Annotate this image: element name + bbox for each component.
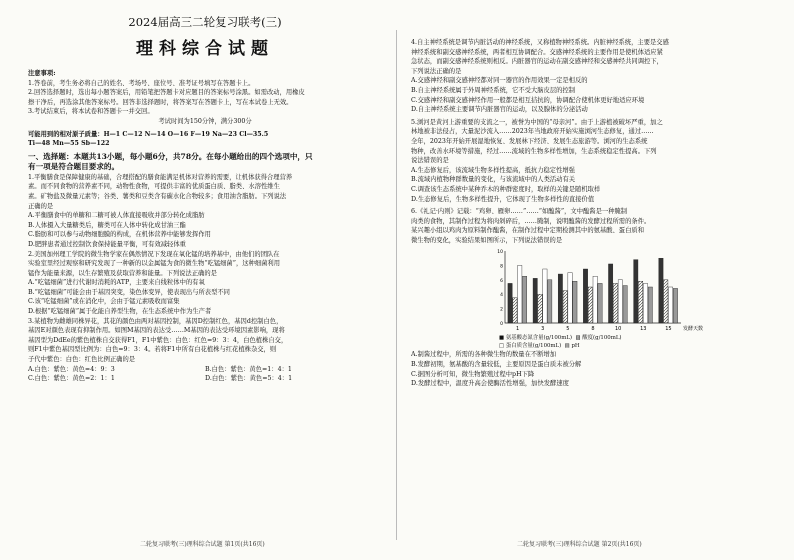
x-tick-label: 8 (591, 326, 595, 333)
bar (618, 280, 622, 323)
bar (518, 266, 522, 324)
bar (583, 269, 587, 323)
question-text: 实验室里经过观察和研究发现了一种新的以金属锰为食的微生物“吃锰细菌”，这种细菌利用 (28, 260, 281, 268)
legend-entry: ■ 氨基酸态氮含量(g/100mL) (499, 335, 573, 342)
exam-title: 2024届高三二轮复习联考(三) (128, 15, 282, 29)
bar (623, 286, 627, 323)
question-text: 全年，2023年开始开展湿地恢复、发展林下经济、发展生态旅游等。浏河的生态系统 (411, 137, 648, 145)
question-text: 物种，改善水环境等措施，经过……流域的生物多样性增加，生态系统稳定性提高。下列 (411, 147, 657, 155)
notice-item: 3.考试结束后，将本试卷和答题卡一并交回。 (28, 108, 154, 116)
page-footer: 二轮复习联考(三)理科综合试题 第2页(共16页) (517, 541, 642, 548)
question-text: 基因E对颜色表现有抑制作用。如图M基因的表达受……M基因的表达受环境因素影响，现将 (28, 327, 285, 335)
y-tick-label: 0 (500, 322, 503, 328)
legend-entry: ▨ 酸度(g/100mL) (575, 335, 622, 342)
chart-svg (491, 247, 711, 335)
bar (593, 277, 597, 324)
question-5 (411, 118, 777, 204)
x-axis-label: 发酵天数 (683, 326, 704, 333)
exam-time: 考试时间为150分钟，满分300分 (158, 117, 252, 125)
bar (659, 259, 663, 324)
bar (568, 273, 572, 323)
question-text: 锰作为能量来源，以生存繁殖及获取营养和能量。下列说法正确的是 (28, 269, 217, 277)
y-tick-label: 10 (497, 250, 503, 256)
option: C.脂肪和可以参与动物细胞膜的构成，在机体营养中能够发挥作用 (28, 231, 211, 239)
bar (573, 282, 577, 324)
question-text: 4.自主神经系统是调节内脏活动的神经系统，又称植物神经系统。内脏神经系统，主要是交感 (411, 39, 669, 46)
option: B.“吃锰细菌”可能会由于基因突变，染色体变异，使表现出与所表型不同 (28, 288, 230, 296)
page-footer: 二轮复习联考(三)理科综合试题 第1页(共16页) (140, 541, 265, 548)
bar (558, 275, 562, 324)
bar (613, 284, 617, 324)
question-text: 基因型为DdEe的紫色植株自交获得F1，F1中紫色：白色：红色=9：3：4，白色植株自交， (28, 336, 288, 344)
option: C.调查该生态系统中某种乔木的种群密度时，取样的关键是随机取样 (411, 185, 601, 193)
bar (598, 284, 602, 324)
option: A.交感神经和副交感神经都对同一器官的作用效果一定是相反的 (411, 77, 588, 85)
x-tick-label: 1 (515, 326, 520, 333)
option: A.制酱过程中，所需的各种微生物的数量在不断增加 (411, 351, 557, 359)
question-text: 5.浏河是黄河上游重要的支流之一，被誉为中国的“母亲河”。由于上游植被破坏严重，加之 (411, 118, 663, 126)
option: B.自主神经系统属于外周神经系统，它不受大脑皮层的控制 (411, 86, 576, 94)
question-text: 正确的是 (28, 202, 54, 210)
notice-item: 1.答卷前，考生务必将自己的姓名、考场号、座位号、准考证号填写在答题卡上。 (28, 79, 255, 87)
x-tick-label: 15 (665, 326, 672, 333)
question-text: 2.美国加州理工学院的微生物学家在偶然情况下发现在氧化锰的培养基中，由他们的团队在 (28, 250, 280, 258)
question-text: 1.平衡膳食是保障健康的基础，合理搭配的膳食能满足机体对营养的需要，让机体获得合理营养 (28, 173, 293, 181)
option: A.“吃锰细菌”进行代谢时消耗的ATP，主要来自线粒体中的有氧 (28, 279, 205, 287)
legend-entry: ▤ pH (564, 342, 580, 349)
x-tick-label: 3 (541, 326, 545, 333)
option: B.白色：紫色：黄色=1：4：1 (205, 365, 292, 373)
page-right (397, 0, 794, 560)
bar (548, 280, 552, 323)
question-3 (28, 317, 382, 384)
x-tick-label: 13 (640, 326, 647, 333)
question-text: 子代中紫色：白色：红色比例正确的是 (28, 356, 136, 364)
notice-item: 2.回答选择题时，选出每小题答案后，用铅笔把答题卡对应题目的答案标号涂黑。如需改动，用橡皮 (28, 89, 305, 97)
question-2 (28, 250, 382, 317)
bar (513, 298, 517, 323)
bar (563, 291, 567, 323)
question-text: 3.某植物为雌雄同株异花，其花的颜色由两对基因控制，基因D控制红色，基因d控制白色， (28, 317, 283, 325)
question-text: 6.《礼记·内则》记载：“鸡卵、雁卵……”……“如醢酱”，文中醢酱是一种腌制 (411, 208, 628, 216)
y-tick-label: 6 (500, 279, 503, 285)
option: C.白色：紫色：黄色=2：1：1 (28, 375, 115, 383)
bar (538, 295, 542, 324)
option: D.发酵过程中，温度升高会使酶活性增强，加快发酵速度 (411, 380, 569, 388)
bar (522, 277, 526, 324)
x-tick-label: 10 (614, 326, 622, 333)
y-tick-label: 4 (500, 293, 503, 299)
option: D.根据“吃锰细菌”属于化能自养型生物，在生态系统中作为生产者 (28, 308, 212, 316)
question-text: 某兴趣小组以鸡肉为原料制作醢酱，在制作过程中定期检测其中的氨基酸、蛋白质和 (411, 227, 644, 235)
y-tick-label: 8 (500, 264, 503, 270)
question-text: 神经系统和副交感神经系统，两者相互协调配合。交感神经系统的主要作用是使机体适应紧 (411, 48, 663, 56)
question-text: 肉类的食物，其制作过程为将肉剁碎后，……腌制，说明醢酱的发酵过程所需的条件。 (411, 217, 651, 225)
question-text: 素。矿物盐及微量元素等；谷类、薯类和豆类含有碳水化合物较多；食用油含脂肪。下列说法 (28, 192, 287, 200)
question-text: 下列说法正确的是 (411, 67, 462, 75)
fermentation-chart (491, 247, 711, 335)
option: B.人体摄入大量糖类后，糖类可在人体中转化成甘油三酯 (28, 221, 186, 229)
question-text: 素。而不同食物的营养素不同，动物性食物，可提供丰富的优质蛋白质、脂类、水溶性维生 (28, 183, 280, 191)
exam-subject: 理科综合试题 (136, 39, 274, 59)
section-heading: 有一项是符合题目要求的。 (28, 162, 120, 172)
option: D.生态修复后，生物多样性提升，它体现了生物多样性的直接价值 (411, 195, 595, 203)
question-4 (411, 38, 777, 115)
question-text: 则F1中紫色基因型比例为：白色=9：3：4。若将F1中所有白花植株与红花植株杂交，则 (28, 346, 277, 354)
bar (533, 279, 537, 324)
option: C.交感神经和副交感神经作用一般都是相互拮抗的，协调配合使机体更好地适应环境 (411, 96, 645, 104)
option: B.流域内植物种群数量的变化，与该流域中的人类活动有关 (411, 176, 576, 184)
bar (648, 287, 652, 323)
bar (608, 264, 612, 323)
bar (638, 282, 642, 324)
question-6 (411, 207, 777, 389)
option: D.肥胖患者通过控制饮食保持能量平衡，可有效减轻体重 (28, 240, 186, 248)
bar (634, 260, 638, 323)
chart-legend (499, 335, 777, 350)
question-text: 林地被非法侵占，大量泥沙流入……2023年当地政府开始实施浏河生态修复，通过…… (411, 128, 654, 136)
question-1 (28, 173, 382, 250)
option: A.生态修复后，该流域生物多样性提高，抵抗力稳定性增强 (411, 166, 575, 174)
question-text: 微生物的变化，实验结果如图所示，下列说法错误的是 (411, 236, 563, 244)
notice-item: 擦干净后，再选涂其他答案标号。回答非选择题时，将答案写在答题卡上，写在本试卷上无效。 (28, 98, 293, 106)
atomic-mass-line: 可能用到的相对原子质量：H—1 C—12 N—14 O—16 F—19 Na—23 Cl—35.5 (28, 130, 269, 138)
bar (588, 287, 592, 323)
bar (508, 284, 512, 324)
y-tick-label: 2 (500, 308, 503, 314)
bar (673, 289, 677, 324)
bar (668, 287, 672, 323)
notice-heading: 注意事项: (28, 70, 56, 77)
legend-entry: □ 蛋白质含量(g/100mL) (499, 342, 562, 349)
question-text: 急状态，而副交感神经系统则相反。内脏器官的运动在副交感神经和交感神经共同调控下， (411, 58, 663, 66)
question-text: 说法错误的是 (411, 157, 449, 165)
option: C.该“吃锰细菌”或在消化中，会由于锰元素吸收而富集 (28, 298, 180, 306)
option: D.自主神经系统主要调节内脏器官的运动，以及腺体的分泌活动 (411, 106, 588, 114)
bar (664, 280, 668, 323)
option: A.平衡膳食中的单糖和二糖可被人体直接吸收并部分转化成脂肪 (28, 212, 205, 220)
option: B.发酵初期，氨基酸的含量较低，主要原因是蛋白质未被分解 (411, 361, 582, 369)
section-heading: 一、选择题：本题共13小题，每小题6分，共78分。在每小题给出的四个选项中，只 (28, 151, 313, 161)
bar (643, 284, 647, 324)
option: D.白色：紫色：黄色=5：4：1 (205, 375, 293, 383)
x-tick-label: 5 (566, 326, 570, 333)
option: A.白色：紫色：黄色=4：9：3 (28, 365, 115, 373)
option: C.据图分析可知，微生物繁殖过程中pH下降 (411, 370, 535, 378)
bar (543, 269, 547, 323)
atomic-mass-line: Ti—48 Mn—55 Sb—122 (28, 140, 110, 148)
